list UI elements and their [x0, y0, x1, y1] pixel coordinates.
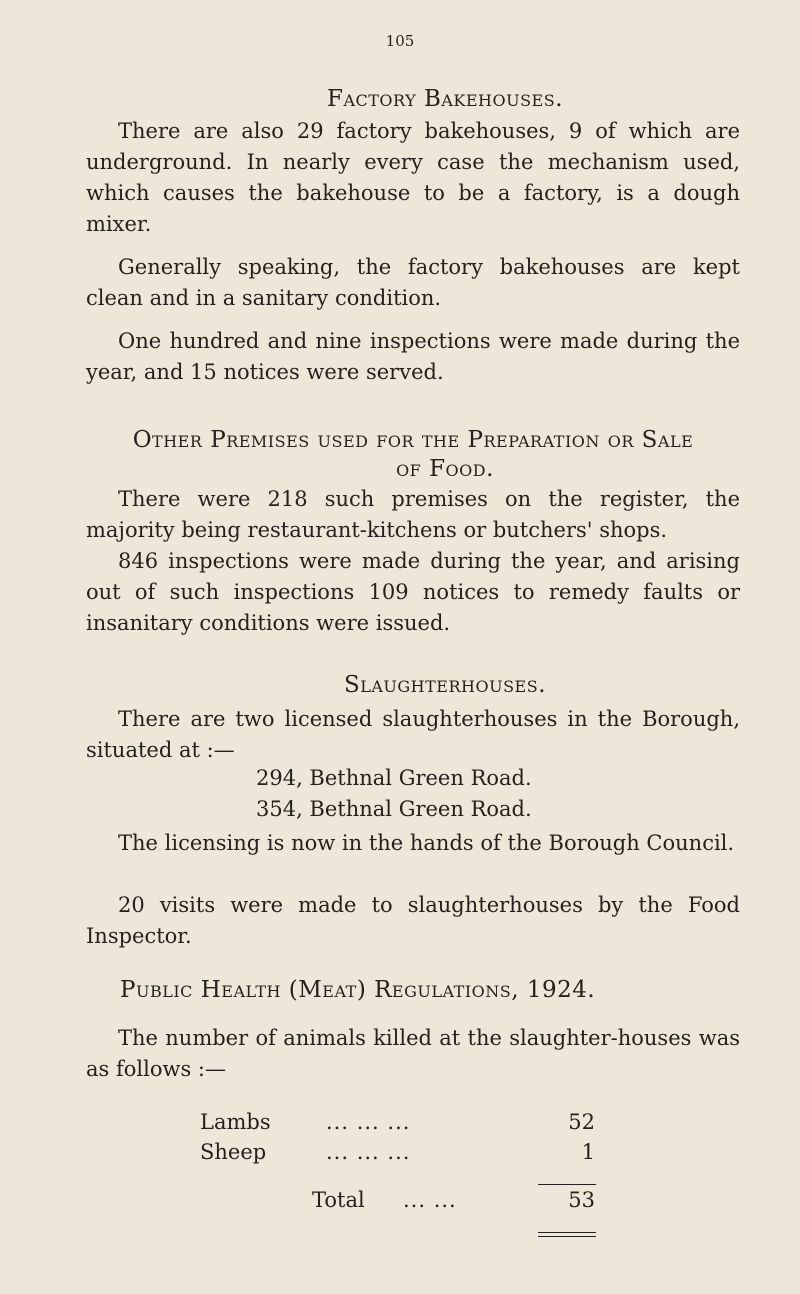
paragraph: There are also 29 factory bakehouses, 9 of which are underground. In nearly every case the mechanism used, which causes the bakehouse to be a factory, is a dough mixer.: [86, 119, 740, 236]
paragraph: One hundred and nine inspections were made during the year, and 15 notices were served.: [86, 329, 740, 384]
total-double-rule-top: [538, 1232, 596, 1233]
total-value: 53: [568, 1188, 595, 1212]
row-leader-dots: ... ... ...: [326, 1140, 411, 1164]
paragraph: Generally speaking, the factory bakehouses are kept clean and in a sanitary condition.: [86, 255, 740, 310]
paragraph: 20 visits were made to slaughterhouses by the Food Inspector.: [86, 893, 740, 948]
row-value: 1: [581, 1140, 595, 1164]
total-double-rule-bottom: [538, 1236, 596, 1237]
total-leader-dots: ... ...: [403, 1188, 457, 1212]
address-line: 354, Bethnal Green Road.: [256, 797, 532, 821]
meat-regulations-heading: Public Health (Meat) Regulations, 1924.: [120, 977, 596, 1003]
row-value: 52: [568, 1110, 595, 1134]
other-premises-heading: Other Premises used for the Preparation or Sale: [132, 427, 694, 453]
paragraph: There were 218 such premises on the register, the majority being restaurant-kitchens or butchers' shops.: [86, 487, 740, 542]
page-number: 105: [385, 32, 415, 50]
row-leader-dots: ... ... ...: [326, 1110, 411, 1134]
subtotal-rule: [538, 1184, 596, 1185]
factory-bakehouses-heading: Factory Bakehouses.: [326, 86, 564, 112]
row-label: Sheep: [200, 1140, 267, 1164]
paragraph: There are two licensed slaughterhouses in the Borough, situated at :—: [86, 707, 740, 762]
address-line: 294, Bethnal Green Road.: [256, 766, 532, 790]
paragraph: 846 inspections were made during the year, and arising out of such inspections 109 notices to remedy faults or insanitary conditions were issued.: [86, 549, 740, 635]
paragraph: The licensing is now in the hands of the Borough Council.: [118, 831, 735, 855]
other-premises-heading-cont: of Food.: [396, 456, 494, 482]
paragraph: The number of animals killed at the slaughter-houses was as follows :—: [86, 1026, 740, 1081]
row-label: Lambs: [200, 1110, 271, 1134]
total-label: Total: [312, 1188, 365, 1212]
slaughterhouses-heading: Slaughterhouses.: [343, 672, 547, 698]
